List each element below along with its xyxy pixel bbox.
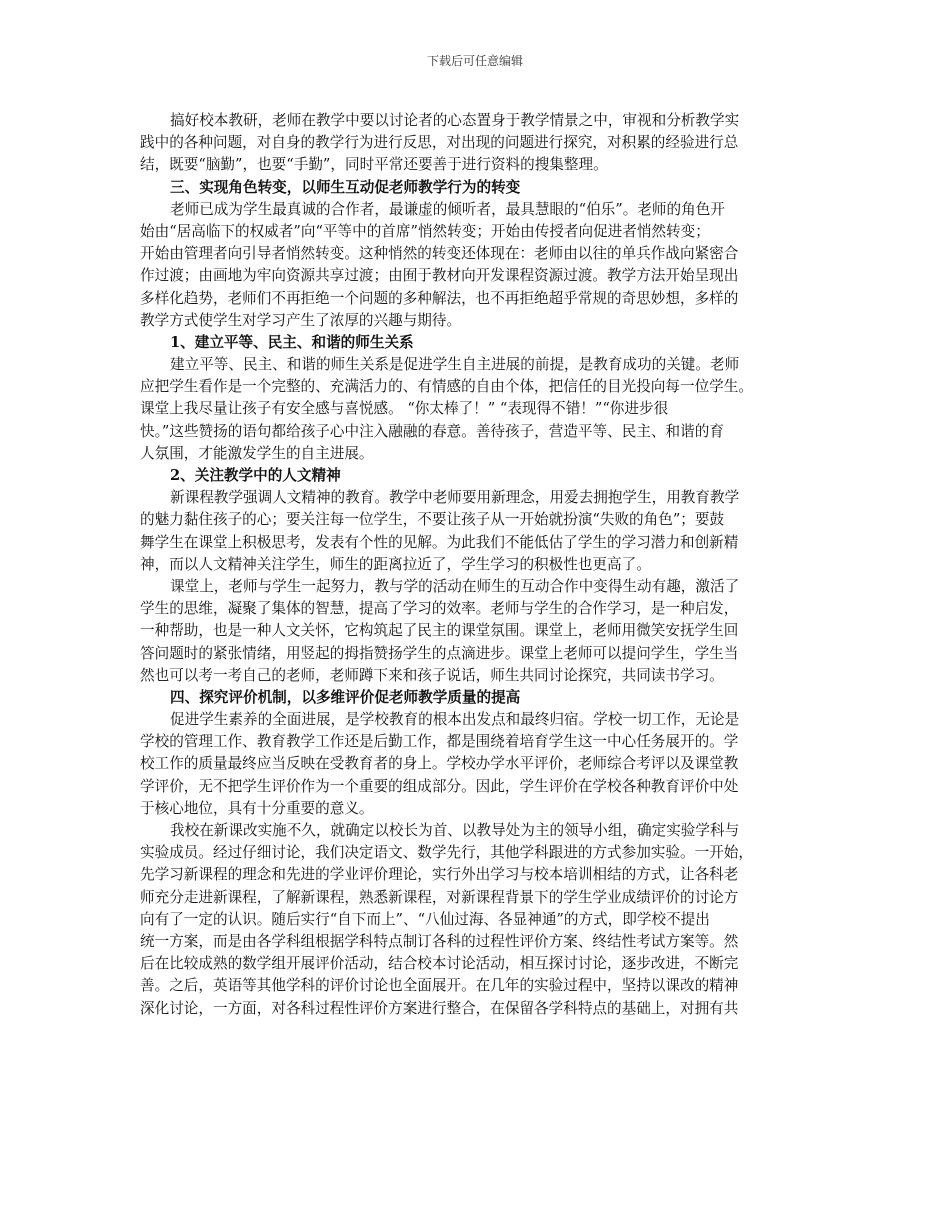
text-line: 校工作的质量最终应当反映在受教育者的身上。学校办学水平评价，老师综合考评以及课堂教 <box>140 755 739 773</box>
text-line: 答问题时的紧张情绪，用竖起的拇指赞扬学生的点滴进步。课堂上老师可以提问学生，学生当 <box>140 644 739 662</box>
text-line: 的魅力黏住孩子的心；要关注每一位学生，不要让孩子从一开始就扮演“失败的角色”；要鼓 <box>140 511 725 529</box>
text-line: 学生的思维，凝聚了集体的智慧，提高了学习的效率。老师与学生的合作学习，是一种启发， <box>140 600 739 618</box>
text-line: 开始由管理者向引导者悄然转变。这种悄然的转变还体现在：老师由以往的单兵作战向紧密合 <box>140 245 739 263</box>
text-line: 课堂上我尽量让孩子有安全感与喜悦感。 “你太棒了！” “表现得不错！”“你进步很 <box>140 400 669 418</box>
text-line: 一种帮助，也是一种人文关怀，它构筑起了民主的课堂氛围。课堂上，老师用微笑安抚学生回 <box>140 622 739 640</box>
text-line: 新课程教学强调人文精神的教育。教学中老师要用新理念，用爱去拥抱学生，用教育教学 <box>170 489 740 507</box>
text-line: 课堂上，老师与学生一起努力，教与学的活动在师生的互动合作中变得生动有趣，激活了 <box>170 577 740 595</box>
text-line: 统一方案，而是由各学科组根据学科特点制订各科的过程性评价方案、终结性考试方案等。然 <box>140 932 739 950</box>
text-line: 深化讨论，一方面，对各科过程性评价方案进行整合，在保留各学科特点的基础上，对拥有共 <box>140 999 739 1017</box>
text-line: 始由“居高临下的权威者”向“平等中的首席”悄然转变；开始由传授者向促进者悄然转变； <box>140 222 710 240</box>
section-heading: 三、实现角色转变，以师生互动促老师教学行为的转变 <box>170 178 521 196</box>
text-line: 然也可以考一考自己的老师，老师蹲下来和孩子说话，师生共同讨论探究，共同读书学习。 <box>140 666 724 684</box>
section-heading: 1、建立平等、民主、和谐的师生关系 <box>170 333 414 351</box>
text-line: 结，既要“脑勤”，也要“手勤”，同时平常还要善于进行资料的搜集整理。 <box>140 156 608 174</box>
text-line: 神，而以人文精神关注学生，师生的距离拉近了，学生学习的积极性也更高了。 <box>140 555 651 573</box>
text-line: 教学方式使学生对学习产生了浓厚的兴趣与期待。 <box>140 311 462 329</box>
document-body <box>140 110 820 1020</box>
text-line: 应把学生看作是一个完整的、充满活力的、有情感的自由个体，把信任的目光投向每一位学生。 <box>140 378 753 396</box>
section-heading: 2、关注教学中的人文精神 <box>170 467 341 484</box>
text-line: 我校在新课改实施不久，就确定以校长为首、以教导处为主的领导小组，确定实验学科与 <box>170 822 740 839</box>
text-line: 后在比较成熟的数学组开展评价活动，结合校本讨论活动，相互探讨讨论，逐步改进，不断完 <box>140 955 739 973</box>
section-heading: 四、探究评价机制，以多维评价促老师教学质量的提高 <box>170 688 521 706</box>
text-line: 践中的各种问题，对自身的教学行为进行反思，对出现的问题进行探究，对积累的经验进行总 <box>140 134 739 152</box>
text-line: 善。之后，英语等其他学科的评价讨论也全面展开。在几年的实验过程中，坚持以课改的精神 <box>140 977 739 995</box>
text-line: 快。”这些赞扬的语句都给孩子心中注入融融的春意。善待孩子，营造平等、民主、和谐的育 <box>140 422 724 440</box>
text-line: 学校的管理工作、教育教学工作还是后勤工作，都是围绕着培育学生这一中心任务展开的。学 <box>140 733 739 751</box>
text-line: 先学习新课程的理念和先进的学业评价理论，实行外出学习与校本培训相结的方式，让各科老 <box>140 866 739 884</box>
text-line: 师充分走进新课程，了解新课程，熟悉新课程，对新课程背景下的学生学业成绩评价的讨论方 <box>140 888 739 906</box>
text-line: 舞学生在课堂上积极思考，发表有个性的见解。为此我们不能低估了学生的学习潜力和创新精 <box>140 533 739 551</box>
text-line: 搞好校本教研，老师在教学中要以讨论者的心态置身于教学情景之中，审视和分析教学实 <box>170 112 740 129</box>
text-line: 多样化趋势，老师们不再拒绝一个问题的多种解法，也不再拒绝超乎常规的奇思妙想，多样的 <box>140 289 739 307</box>
page-header: 下载后可任意编辑 <box>426 54 523 68</box>
text-line: 学评价，无不把学生评价作为一个重要的组成部分。因此，学生评价在学校各种教育评价中处 <box>140 777 739 795</box>
text-line: 向有了一定的认识。随后实行“自下而上”、“八仙过海、各显神通”的方式，即学校不提出 <box>140 910 710 928</box>
text-line: 老师已成为学生最真诚的合作者，最谦虚的倾听者，最具慧眼的“伯乐”。老师的角色开 <box>170 200 725 218</box>
text-line: 人氛围，才能激发学生的自主进展。 <box>140 444 374 462</box>
text-line: 作过渡；由画地为牢向资源共享过渡；由囿于教材向开发课程资源过渡。教学方法开始呈现出 <box>140 267 739 285</box>
text-line: 促进学生素养的全面进展，是学校教育的根本出发点和最终归宿。学校一切工作，无论是 <box>170 711 740 729</box>
text-line: 建立平等、民主、和谐的师生关系是促进学生自主进展的前提，是教育成功的关键。老师 <box>170 356 740 374</box>
text-line: 于核心地位，具有十分重要的意义。 <box>140 799 374 817</box>
text-line: 实验成员。经过仔细讨论，我们决定语文、数学先行，其他学科跟进的方式参加实验。一开始， <box>140 844 753 862</box>
